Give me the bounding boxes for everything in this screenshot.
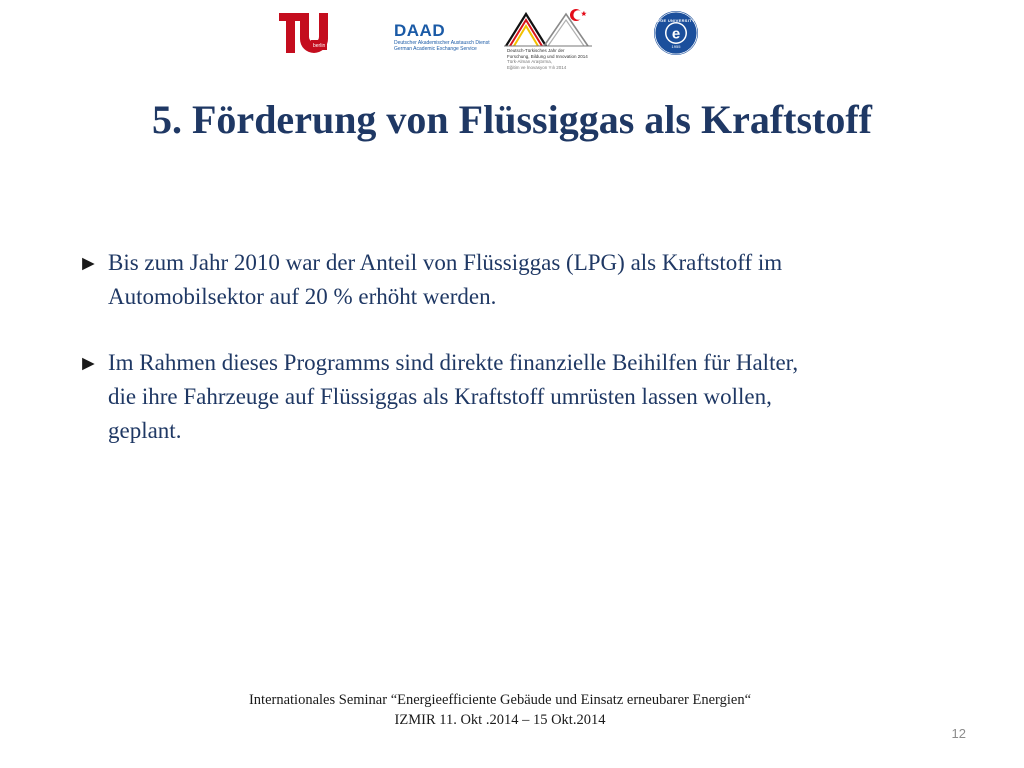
- slide-footer: [0, 690, 1000, 730]
- triangle-bullet-icon: ►: [78, 351, 99, 375]
- year-caption-line: Türk-Alman Araştırma,: [507, 59, 553, 64]
- german-turkish-year-logo: [504, 6, 608, 74]
- slide-title: 5. Förderung von Flüssiggas als Kraftstoff: [152, 97, 872, 142]
- year-caption-line: Deutsch-Türkisches Jahr der: [507, 48, 565, 53]
- ege-university-logo: [653, 10, 699, 56]
- svg-text:e: e: [671, 25, 681, 43]
- tu-berlin-logo: [278, 12, 330, 54]
- daad-logo: [394, 22, 510, 58]
- logo-strip: [270, 4, 710, 74]
- daad-subtitle-de: Deutscher Akademischer Austausch Dienst: [394, 40, 490, 46]
- year-caption: [507, 48, 588, 70]
- bullet-item: [78, 346, 978, 448]
- bullet-line: geplant.: [108, 418, 182, 443]
- bullet-line: Bis zum Jahr 2010 war der Anteil von Flüssiggas (LPG) als Kraftstoff im: [108, 250, 783, 275]
- page-number: 12: [951, 726, 966, 741]
- daad-subtitle-en: German Academic Exchange Service: [394, 46, 477, 52]
- year-caption-line: Forschung, Bildung und Innovation 2014: [507, 53, 588, 59]
- footer-seminar-title: Internationales Seminar “Energieefficiente Gebäude und Einsatz erneubarer Energien“: [248, 692, 752, 708]
- triangle-bullet-icon: ►: [78, 251, 99, 275]
- bullet-item: [78, 246, 978, 314]
- bullet-line: die ihre Fahrzeuge auf Flüssiggas als Kraftstoff umrüsten lassen wollen,: [108, 384, 772, 409]
- bullet-line: Im Rahmen dieses Programms sind direkte finanzielle Beihilfen für Halter,: [108, 350, 799, 375]
- svg-text:berlin: berlin: [313, 43, 326, 49]
- bridge-icon: [504, 6, 608, 50]
- footer-date-location: IZMIR 11. Okt .2014 – 15 Okt.2014: [394, 712, 606, 728]
- bullet-list: [78, 246, 978, 480]
- bullet-line: Automobilsektor auf 20 % erhöht werden.: [108, 284, 497, 309]
- year-caption-line: Eğitim ve İnovasyon Yılı 2014: [507, 64, 567, 70]
- ege-name: EGE UNIVERSITY: [657, 18, 695, 23]
- ege-founding-year: 1955: [671, 44, 681, 49]
- daad-wordmark: DAAD: [394, 21, 446, 40]
